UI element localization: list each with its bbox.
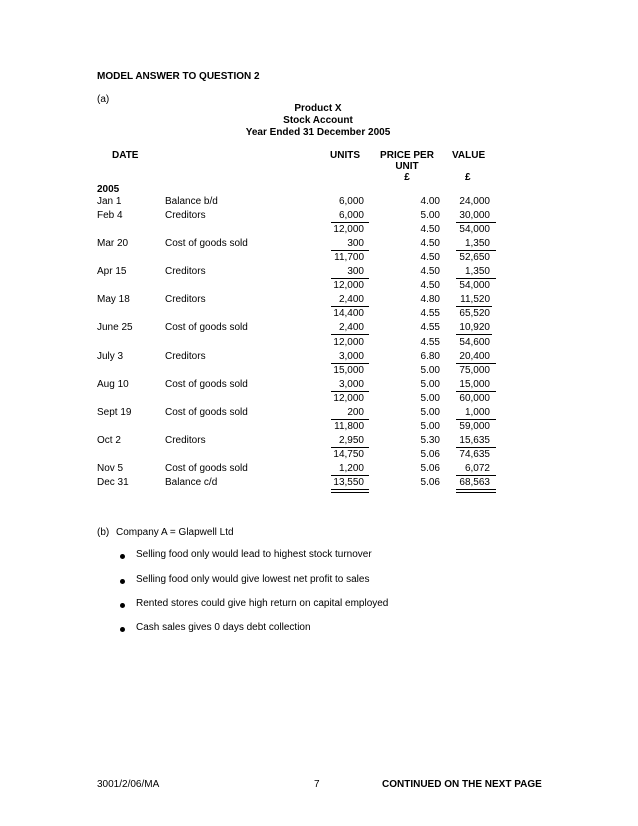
row-units: 12,000 <box>333 224 364 235</box>
bullet-icon <box>120 579 125 584</box>
row-value: 15,000 <box>459 379 490 390</box>
row-units: 6,000 <box>338 210 364 221</box>
part-b-label: (b) <box>97 527 110 538</box>
row-units: 300 <box>347 238 364 249</box>
row-price: 6.80 <box>420 351 440 362</box>
col-header-units: UNITS <box>330 150 360 161</box>
units-underline <box>331 475 369 476</box>
row-units: 200 <box>347 407 364 418</box>
row-units: 3,000 <box>338 379 364 390</box>
row-units: 12,000 <box>333 337 364 348</box>
row-price: 4.80 <box>420 294 440 305</box>
row-price: 4.55 <box>420 337 440 348</box>
row-price: 4.55 <box>420 322 440 333</box>
row-value: 10,920 <box>459 322 490 333</box>
row-date: Aug 10 <box>97 379 129 390</box>
row-price: 5.00 <box>420 407 440 418</box>
row-description: Balance c/d <box>165 477 218 488</box>
page-heading: MODEL ANSWER TO QUESTION 2 <box>97 71 260 82</box>
col-header-value: VALUE <box>452 150 486 161</box>
row-units: 11,800 <box>334 421 364 432</box>
row-price: 5.30 <box>420 435 440 446</box>
bullet-item: Rented stores could give high return on capital employed <box>136 598 389 609</box>
row-price: 4.50 <box>420 238 440 249</box>
row-date: Oct 2 <box>97 435 121 446</box>
row-price: 5.00 <box>420 421 440 432</box>
value-underline <box>456 334 492 335</box>
row-price: 4.00 <box>420 196 440 207</box>
row-price: 5.00 <box>420 393 440 404</box>
units-underline <box>331 334 369 335</box>
value-underline <box>456 391 496 392</box>
row-date: Apr 15 <box>97 266 127 277</box>
value-underline <box>456 222 496 223</box>
bullet-item: Selling food only would give lowest net profit to sales <box>136 574 370 585</box>
row-value: 1,000 <box>464 407 490 418</box>
row-description: Creditors <box>165 266 206 277</box>
row-date: July 3 <box>97 351 124 362</box>
row-price: 5.06 <box>420 463 440 474</box>
row-units: 2,950 <box>338 435 364 446</box>
row-value: 30,000 <box>459 210 490 221</box>
units-underline <box>331 419 369 420</box>
value-underline <box>456 419 496 420</box>
row-description: Creditors <box>165 210 206 221</box>
bullet-icon <box>120 603 125 608</box>
row-units: 300 <box>347 266 364 277</box>
units-underline <box>331 250 369 251</box>
row-value: 75,000 <box>459 365 490 376</box>
row-units: 13,550 <box>333 477 364 488</box>
title-product: Product X <box>294 103 342 114</box>
row-value: 68,563 <box>459 477 490 488</box>
row-date: Nov 5 <box>97 463 124 474</box>
row-price: 4.55 <box>420 308 440 319</box>
row-value: 15,635 <box>459 435 490 446</box>
units-total-double-underline <box>331 489 369 493</box>
row-units: 3,000 <box>338 351 364 362</box>
row-date: Jan 1 <box>97 196 122 207</box>
units-underline <box>331 363 369 364</box>
bullet-item: Cash sales gives 0 days debt collection <box>136 622 311 633</box>
value-underline <box>456 306 492 307</box>
value-underline <box>456 363 496 364</box>
row-price: 5.06 <box>420 449 440 460</box>
row-value: 54,600 <box>459 337 490 348</box>
row-description: Cost of goods sold <box>165 379 248 390</box>
row-units: 2,400 <box>338 294 364 305</box>
value-underline <box>456 447 496 448</box>
row-date: Sept 19 <box>97 407 132 418</box>
row-value: 59,000 <box>459 421 490 432</box>
row-date: Dec 31 <box>97 477 129 488</box>
value-total-double-underline <box>456 489 496 493</box>
row-description: Cost of goods sold <box>165 407 248 418</box>
row-price: 4.50 <box>420 224 440 235</box>
row-units: 14,400 <box>333 308 364 319</box>
units-underline <box>331 222 369 223</box>
row-units: 12,000 <box>333 280 364 291</box>
row-description: Balance b/d <box>165 196 218 207</box>
units-underline <box>331 447 369 448</box>
col-header-price-currency: £ <box>404 172 410 183</box>
row-value: 1,350 <box>464 238 490 249</box>
value-underline <box>456 475 496 476</box>
row-units: 15,000 <box>333 365 364 376</box>
footer-reference: 3001/2/06/MA <box>97 779 160 790</box>
row-value: 60,000 <box>459 393 490 404</box>
row-value: 74,635 <box>459 449 490 460</box>
row-value: 6,072 <box>464 463 490 474</box>
part-a-label: (a) <box>97 94 110 105</box>
value-underline <box>456 250 496 251</box>
row-description: Creditors <box>165 351 206 362</box>
row-units: 14,750 <box>333 449 364 460</box>
units-underline <box>331 391 369 392</box>
row-price: 5.00 <box>420 379 440 390</box>
row-units: 2,400 <box>338 322 364 333</box>
row-date: May 18 <box>97 294 130 305</box>
footer-continued: CONTINUED ON THE NEXT PAGE <box>382 779 542 790</box>
units-underline <box>331 306 369 307</box>
row-price: 5.06 <box>420 477 440 488</box>
year-label: 2005 <box>97 184 120 195</box>
row-units: 6,000 <box>338 196 364 207</box>
bullet-item: Selling food only would lead to highest stock turnover <box>136 549 372 560</box>
part-b-company: Company A = Glapwell Ltd <box>116 527 234 538</box>
row-units: 12,000 <box>333 393 364 404</box>
row-value: 24,000 <box>459 196 490 207</box>
row-price: 4.50 <box>420 280 440 291</box>
value-underline <box>456 278 496 279</box>
row-value: 52,650 <box>459 252 490 263</box>
row-units: 1,200 <box>338 463 364 474</box>
row-value: 54,000 <box>459 224 490 235</box>
row-date: June 25 <box>97 322 133 333</box>
row-units: 11,700 <box>334 252 364 263</box>
row-price: 5.00 <box>420 365 440 376</box>
title-account: Stock Account <box>283 115 353 126</box>
bullet-icon <box>120 627 125 632</box>
footer-page-number: 7 <box>314 779 320 790</box>
row-price: 5.00 <box>420 210 440 221</box>
row-description: Cost of goods sold <box>165 322 248 333</box>
row-date: Mar 20 <box>97 238 129 249</box>
title-period: Year Ended 31 December 2005 <box>245 127 391 138</box>
row-value: 11,520 <box>460 294 490 305</box>
col-header-price: PRICE PER <box>380 150 434 161</box>
bullet-icon <box>120 554 125 559</box>
units-underline <box>331 278 369 279</box>
row-value: 54,000 <box>459 280 490 291</box>
row-price: 4.50 <box>420 252 440 263</box>
row-date: Feb 4 <box>97 210 123 221</box>
row-value: 65,520 <box>459 308 490 319</box>
row-description: Creditors <box>165 294 206 305</box>
row-description: Cost of goods sold <box>165 463 248 474</box>
row-description: Creditors <box>165 435 206 446</box>
row-description: Cost of goods sold <box>165 238 248 249</box>
row-value: 20,400 <box>459 351 490 362</box>
col-header-date: DATE <box>112 150 139 161</box>
col-header-value-currency: £ <box>465 172 471 183</box>
col-header-price-unit: UNIT <box>395 161 419 172</box>
row-value: 1,350 <box>464 266 490 277</box>
row-price: 4.50 <box>420 266 440 277</box>
